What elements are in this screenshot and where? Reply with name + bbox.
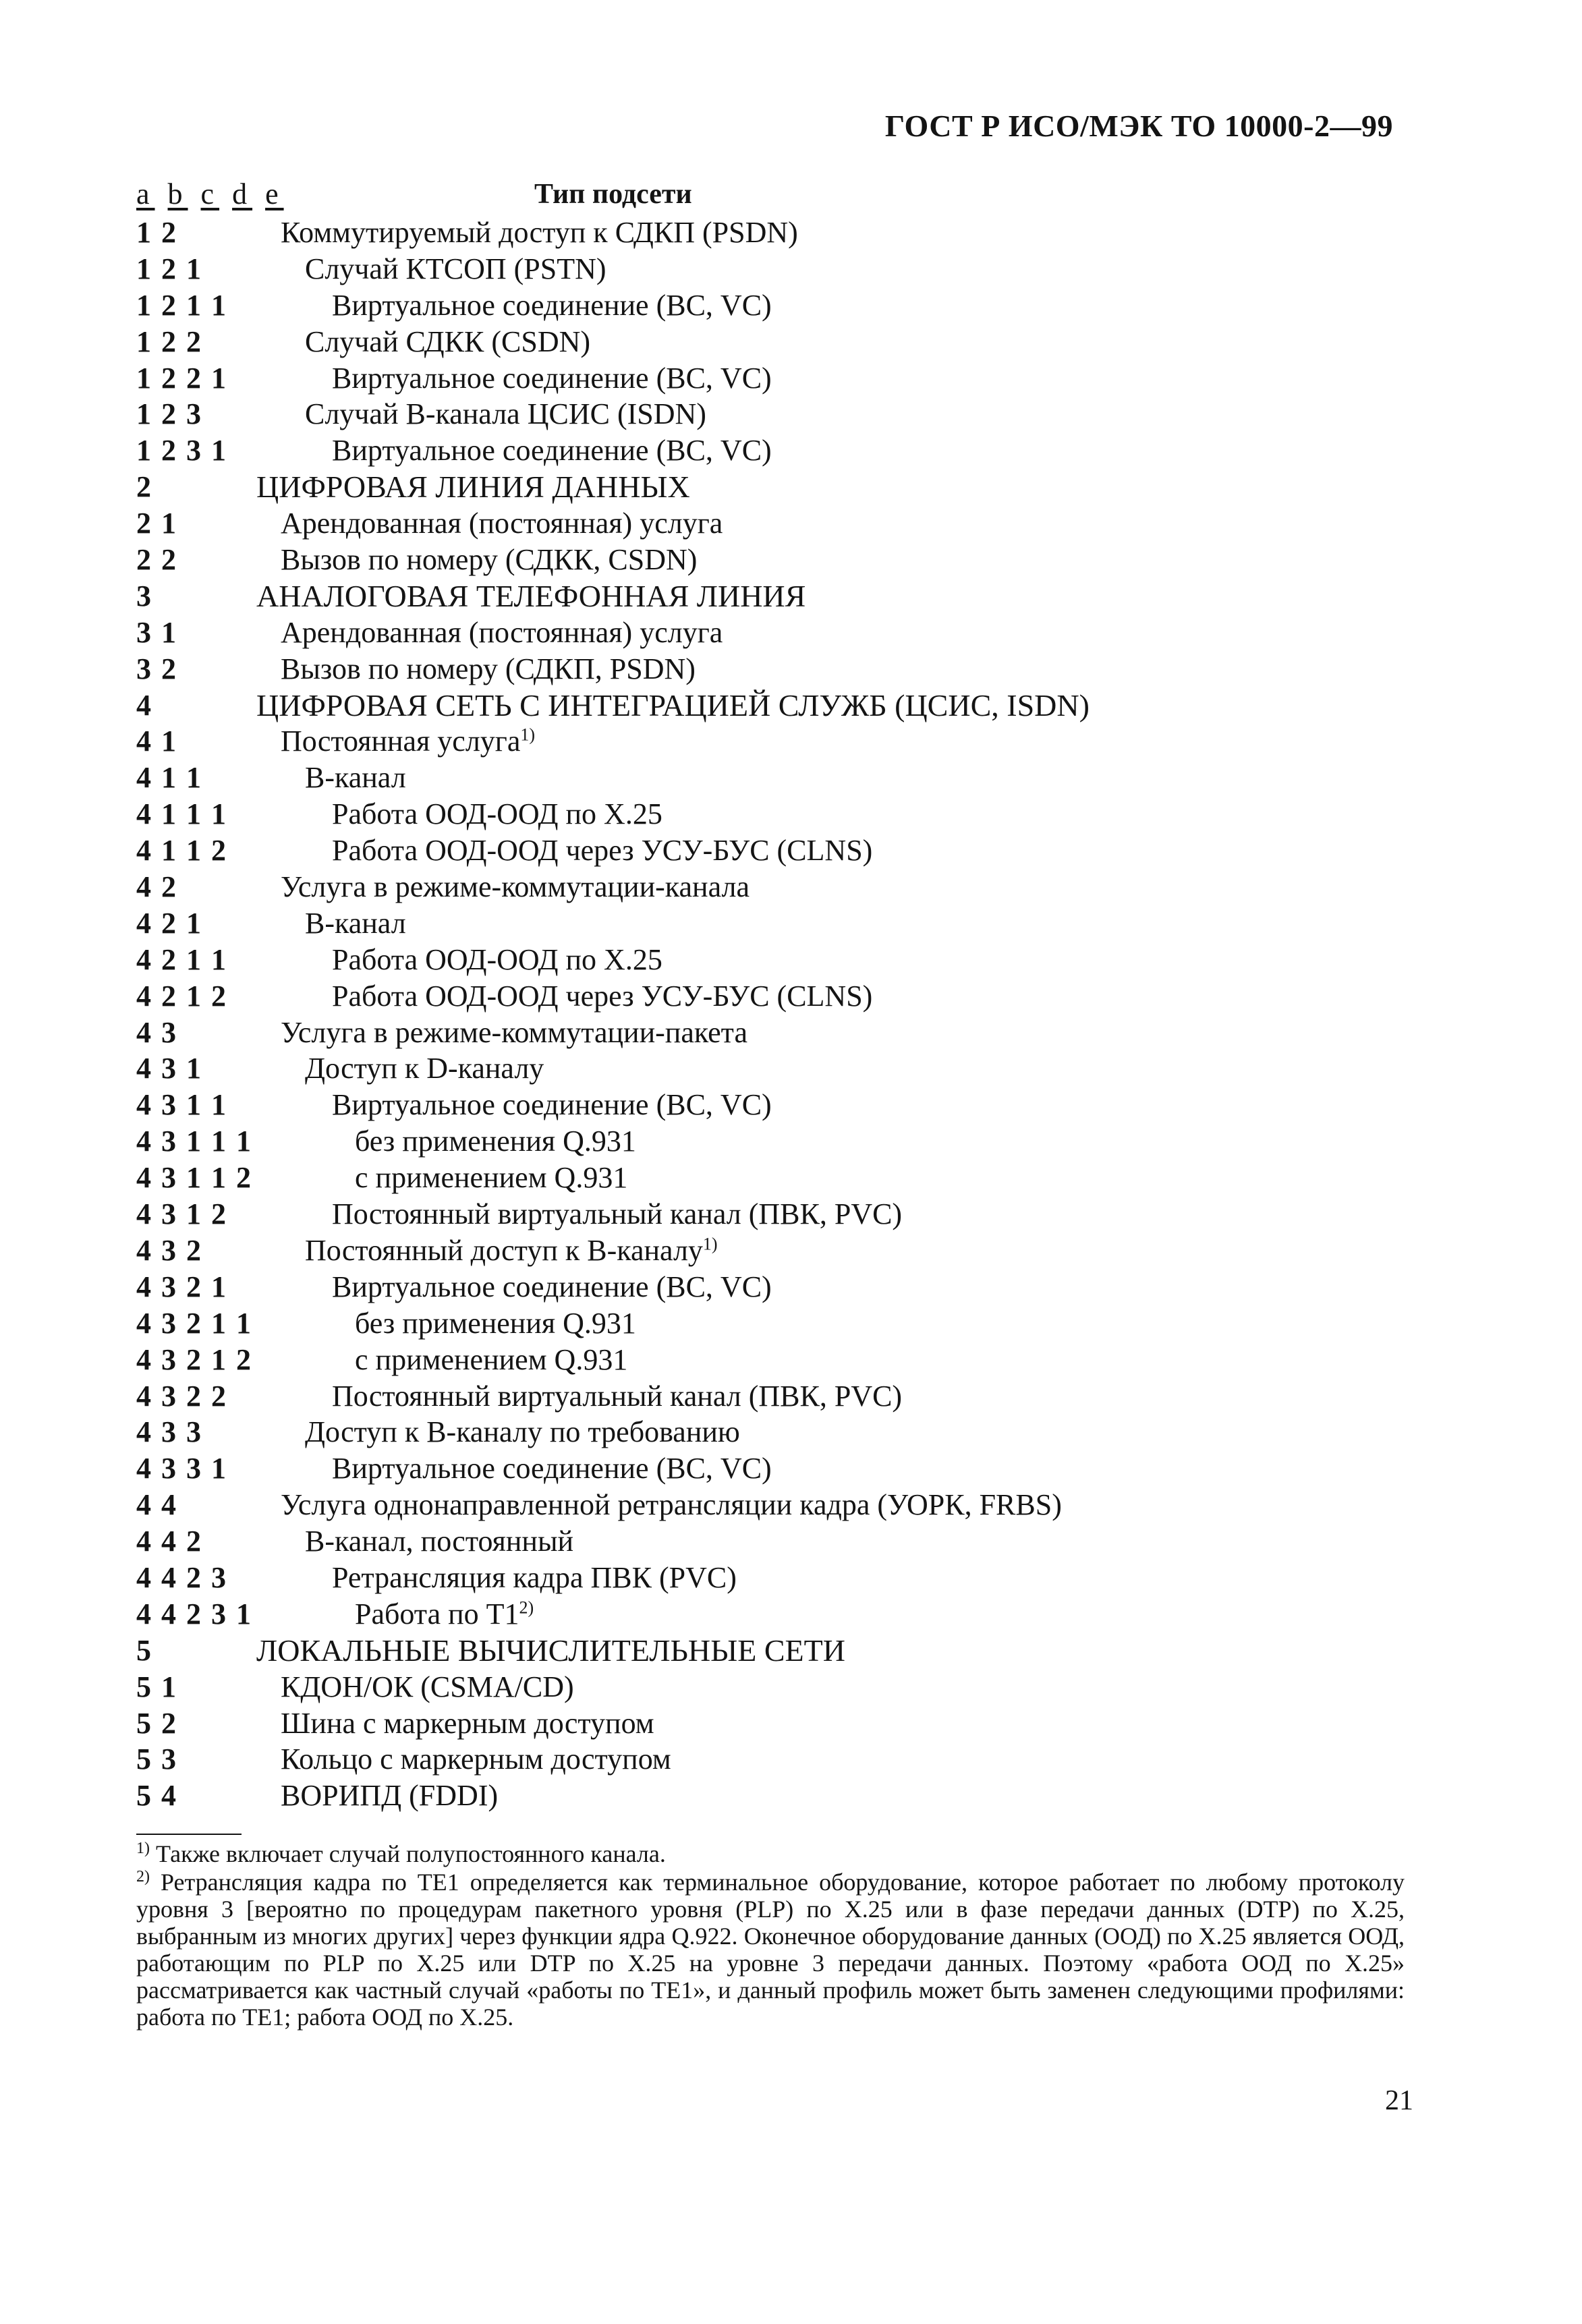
row-label xyxy=(305,251,606,287)
row-label xyxy=(332,796,662,832)
table-row xyxy=(136,1123,1418,1160)
row-label-text: Работа ООД-ООД по Х.25 xyxy=(332,942,662,976)
row-label-text: с применением Q.931 xyxy=(355,1161,628,1195)
row-label-text: Работа ООД-ООД через УСУ-БУС (CLNS) xyxy=(332,834,873,868)
table-row xyxy=(136,215,1418,251)
row-label xyxy=(256,687,1090,724)
row-label xyxy=(305,324,590,360)
row-label xyxy=(281,1015,747,1051)
row-label-text: Работа ООД-ООД через УСУ-БУС (CLNS) xyxy=(332,979,873,1013)
table-row xyxy=(136,542,1418,578)
table-row xyxy=(136,1160,1418,1196)
row-label-text: ЛОКАЛЬНЫЕ ВЫЧИСЛИТЕЛЬНЫЕ СЕТИ xyxy=(256,1633,845,1668)
column-letter: b xyxy=(167,177,188,210)
table-row xyxy=(136,432,1418,469)
table-row xyxy=(136,1305,1418,1342)
row-label xyxy=(332,1450,772,1487)
row-code: 4 3 1 1 xyxy=(136,1088,227,1122)
table-row xyxy=(136,615,1418,651)
row-code: 4 4 2 3 xyxy=(136,1560,227,1594)
row-code: 3 xyxy=(136,579,152,613)
table-row xyxy=(136,287,1418,324)
row-label xyxy=(332,1196,902,1232)
row-label xyxy=(281,1705,654,1742)
row-code: 2 xyxy=(136,470,152,504)
table-row xyxy=(136,1269,1418,1305)
row-label-text: Виртуальное соединение (ВС, VC) xyxy=(332,1270,772,1303)
footnote-number: 2) xyxy=(136,1868,150,1886)
row-code: 4 3 1 1 2 xyxy=(136,1161,252,1195)
row-code: 4 3 1 2 xyxy=(136,1197,227,1231)
table-row xyxy=(136,251,1418,287)
row-label xyxy=(281,1778,498,1814)
table-row xyxy=(136,396,1418,432)
row-label-text: ЦИФРОВАЯ ЛИНИЯ ДАННЫХ xyxy=(256,470,690,505)
row-label-text: Виртуальное соединение (ВС, VC) xyxy=(332,434,772,467)
row-label xyxy=(355,1305,636,1342)
table-row xyxy=(136,324,1418,360)
row-label-text: В-канал xyxy=(305,761,406,795)
table-row xyxy=(136,1741,1418,1778)
row-code: 1 2 1 1 xyxy=(136,288,227,322)
row-label xyxy=(281,1669,574,1705)
footnote-ref: 1) xyxy=(702,1234,718,1254)
row-code: 4 xyxy=(136,688,152,722)
row-label xyxy=(332,978,872,1015)
row-code: 4 2 1 xyxy=(136,906,202,940)
row-code: 1 2 2 xyxy=(136,324,202,358)
row-label xyxy=(256,578,806,615)
footnotes xyxy=(67,1840,1405,2032)
row-label-text: без применения Q.931 xyxy=(355,1306,636,1340)
document-header: ГОСТ Р ИСО/МЭК ТО 10000-2—99 xyxy=(884,109,1393,143)
row-code: 4 3 1 xyxy=(136,1052,202,1085)
table-row xyxy=(136,1669,1418,1705)
table-row xyxy=(136,360,1418,397)
table-row xyxy=(136,1778,1418,1814)
row-label xyxy=(305,760,406,796)
row-label xyxy=(355,1160,627,1196)
table-row xyxy=(136,1487,1418,1523)
row-label-text: Вызов по номеру (СДКК, CSDN) xyxy=(281,543,698,577)
row-label xyxy=(281,505,723,542)
row-code: 4 2 1 1 xyxy=(136,942,227,976)
row-code: 2 2 xyxy=(136,543,177,577)
row-label xyxy=(332,1269,772,1305)
row-label-text: Виртуальное соединение (ВС, VC) xyxy=(332,288,772,322)
table-header xyxy=(136,177,1283,213)
row-code: 4 4 xyxy=(136,1488,177,1522)
row-label xyxy=(332,360,772,397)
row-code: 5 4 xyxy=(136,1779,177,1813)
table-row xyxy=(136,469,1418,505)
row-code: 3 2 xyxy=(136,652,177,685)
page-number: 21 xyxy=(1385,2085,1413,2116)
table-row xyxy=(136,760,1418,796)
row-label-text: Коммутируемый доступ к СДКП (PSDN) xyxy=(281,216,798,249)
row-label-text: В-канал, постоянный xyxy=(305,1525,574,1558)
row-label-text: Ретрансляция кадра ПВК (PVC) xyxy=(332,1560,737,1594)
row-code: 4 3 2 1 1 xyxy=(136,1306,252,1340)
row-label-text: ЦИФРОВАЯ СЕТЬ С ИНТЕГРАЦИЕЙ СЛУЖБ (ЦСИС, ISDN) xyxy=(256,687,1090,722)
row-code: 4 4 2 xyxy=(136,1525,202,1558)
row-code: 4 1 xyxy=(136,725,177,758)
table-row xyxy=(136,1015,1418,1051)
table-row xyxy=(136,1196,1418,1232)
row-label-text: Постоянный виртуальный канал (ПВК, PVC) xyxy=(332,1197,903,1231)
row-code: 1 2 1 xyxy=(136,252,202,285)
row-label-text: В-канал xyxy=(305,906,406,940)
table-row xyxy=(136,1523,1418,1560)
row-label-text: Услуга однонаправленной ретрансляции кадра (УОРК, FRBS) xyxy=(281,1488,1062,1522)
row-code: 4 3 2 2 xyxy=(136,1379,227,1413)
row-label-text: Виртуальное соединение (ВС, VC) xyxy=(332,1088,772,1122)
footnote-separator xyxy=(136,1834,242,1835)
row-code: 4 1 1 xyxy=(136,761,202,795)
row-label xyxy=(332,1378,902,1415)
footnote-text: Ретрансляция кадра по ТЕ1 определяется как терминальное оборудование, которое работает по любому протоколу уровня 3 [вероятно по процедурам пакетного уровня (PLP) по Х.25 или в фазе передачи данных (DTP) по Х.25, выбранным из многих других] через функции ядра Q.922. Оконечное оборудование данных (ООД) по Х.25 является ООД, работающим по PLP по Х.25 или DTP по Х.25 на уровне 3 передачи данных. Поэтому «работа ООД по Х.25» рассматривается как частный случай «работы по ТЕ1», и данный профиль может быть заменен следующими профилями: работа по ТЕ1; работа ООД по Х.25. xyxy=(136,1869,1405,2031)
row-label xyxy=(332,832,872,869)
row-label xyxy=(355,1342,627,1378)
row-label-text: КДОН/ОК (CSMA/CD) xyxy=(281,1670,574,1703)
row-label-text: Работа ООД-ООД по Х.25 xyxy=(332,797,662,831)
table-row xyxy=(136,1087,1418,1123)
row-code: 1 2 xyxy=(136,216,177,249)
column-letter: c xyxy=(200,177,220,210)
row-label-text: Услуга в режиме-коммутации-пакета xyxy=(281,1015,747,1049)
row-label xyxy=(332,1087,772,1123)
row-label-text: Виртуальное соединение (ВС, VC) xyxy=(332,1452,772,1485)
table-row xyxy=(136,1705,1418,1742)
row-label-text: Постоянный доступ к В-каналу xyxy=(305,1233,703,1267)
column-title: Тип подсети xyxy=(534,179,692,210)
row-label xyxy=(332,1560,737,1596)
row-label xyxy=(332,287,772,324)
column-letter: e xyxy=(265,177,284,210)
footnote-number: 1) xyxy=(136,1840,150,1857)
row-label xyxy=(332,432,772,469)
table-row xyxy=(136,1232,1418,1269)
row-label-text: ВОРИПД (FDDI) xyxy=(281,1779,499,1813)
row-label xyxy=(355,1123,636,1160)
table-row xyxy=(136,651,1418,687)
row-label-text: Работа по Т1 xyxy=(355,1597,519,1631)
row-code: 1 2 3 1 xyxy=(136,434,227,467)
row-label xyxy=(305,1523,573,1560)
column-letter: d xyxy=(232,177,253,210)
row-code: 4 1 1 2 xyxy=(136,834,227,868)
table-row xyxy=(136,1414,1418,1450)
table-row xyxy=(136,723,1418,760)
row-label-text: Постоянный виртуальный канал (ПВК, PVC) xyxy=(332,1379,903,1413)
row-label-text: Доступ к D-каналу xyxy=(305,1052,544,1085)
footnote-ref: 1) xyxy=(520,725,536,745)
row-label xyxy=(355,1596,534,1633)
row-code: 4 3 3 1 xyxy=(136,1452,227,1485)
row-label xyxy=(256,469,690,505)
row-label-text: Случай СДКК (CSDN) xyxy=(305,324,591,358)
row-code: 4 3 2 xyxy=(136,1233,202,1267)
row-label xyxy=(256,1633,845,1669)
row-label xyxy=(281,542,697,578)
row-label-text: Виртуальное соединение (ВС, VC) xyxy=(332,361,772,395)
row-code: 1 2 3 xyxy=(136,397,202,431)
column-letter: a xyxy=(136,177,155,210)
row-code: 4 3 xyxy=(136,1015,177,1049)
table-row xyxy=(136,905,1418,942)
row-label xyxy=(281,651,696,687)
table-row xyxy=(136,578,1418,615)
table-row xyxy=(136,687,1418,724)
footnote-1 xyxy=(67,1840,1405,1867)
table-row xyxy=(136,1560,1418,1596)
table-row xyxy=(136,1596,1418,1633)
row-label-text: Арендованная (постоянная) услуга xyxy=(281,615,723,649)
row-label xyxy=(281,1487,1062,1523)
row-label xyxy=(332,942,662,978)
row-label xyxy=(281,615,723,651)
table-row xyxy=(136,1633,1418,1669)
row-label xyxy=(305,1050,544,1087)
row-code: 4 2 xyxy=(136,870,177,904)
row-code: 3 1 xyxy=(136,615,177,649)
table-row xyxy=(136,796,1418,832)
table-row xyxy=(136,1378,1418,1415)
table-row xyxy=(136,869,1418,905)
row-label xyxy=(281,215,798,251)
footnote-2 xyxy=(67,1869,1405,2031)
row-label-text: АНАЛОГОВАЯ ТЕЛЕФОННАЯ ЛИНИЯ xyxy=(256,578,806,613)
row-label-text: Постоянная услуга xyxy=(281,725,521,758)
table-row xyxy=(136,1050,1418,1087)
row-label-text: Шина с маркерным доступом xyxy=(281,1706,654,1740)
table-row xyxy=(136,1450,1418,1487)
row-code: 5 3 xyxy=(136,1742,177,1776)
row-label-text: Арендованная (постоянная) услуга xyxy=(281,507,723,540)
row-code: 4 1 1 1 xyxy=(136,797,227,831)
row-code: 4 2 1 2 xyxy=(136,979,227,1013)
row-code: 2 1 xyxy=(136,507,177,540)
table-row xyxy=(136,505,1418,542)
row-label-text: Кольцо с маркерным доступом xyxy=(281,1742,671,1776)
footnote-ref: 2) xyxy=(519,1597,534,1618)
row-label xyxy=(281,1741,671,1778)
table-row xyxy=(136,942,1418,978)
row-code: 4 3 1 1 1 xyxy=(136,1125,252,1158)
row-label-text: Услуга в режиме-коммутации-канала xyxy=(281,870,750,904)
table-row xyxy=(136,1342,1418,1378)
row-label-text: с применением Q.931 xyxy=(355,1342,628,1376)
row-code: 5 1 xyxy=(136,1670,177,1703)
row-label xyxy=(305,396,706,432)
row-label-text: Вызов по номеру (СДКП, PSDN) xyxy=(281,652,696,685)
row-label xyxy=(305,1232,718,1269)
row-code: 5 2 xyxy=(136,1706,177,1740)
footnote-text: Также включает случай полупостоянного канала. xyxy=(156,1840,666,1867)
row-code: 4 3 3 xyxy=(136,1415,202,1449)
row-label-text: Случай В-канала ЦСИС (ISDN) xyxy=(305,397,706,431)
row-code: 4 3 2 1 xyxy=(136,1270,227,1303)
row-label xyxy=(305,1414,740,1450)
subnetwork-table xyxy=(136,215,1418,1814)
row-code: 4 3 2 1 2 xyxy=(136,1342,252,1376)
row-label xyxy=(281,723,535,760)
table-row xyxy=(136,832,1418,869)
column-letters xyxy=(136,177,284,211)
table-row xyxy=(136,978,1418,1015)
row-code: 4 4 2 3 1 xyxy=(136,1597,252,1631)
row-label-text: Случай КТСОП (PSTN) xyxy=(305,252,606,285)
row-label-text: Доступ к В-каналу по требованию xyxy=(305,1415,740,1449)
row-label xyxy=(281,869,750,905)
row-label xyxy=(305,905,406,942)
row-code: 1 2 2 1 xyxy=(136,361,227,395)
row-code: 5 xyxy=(136,1633,152,1667)
row-label-text: без применения Q.931 xyxy=(355,1125,636,1158)
